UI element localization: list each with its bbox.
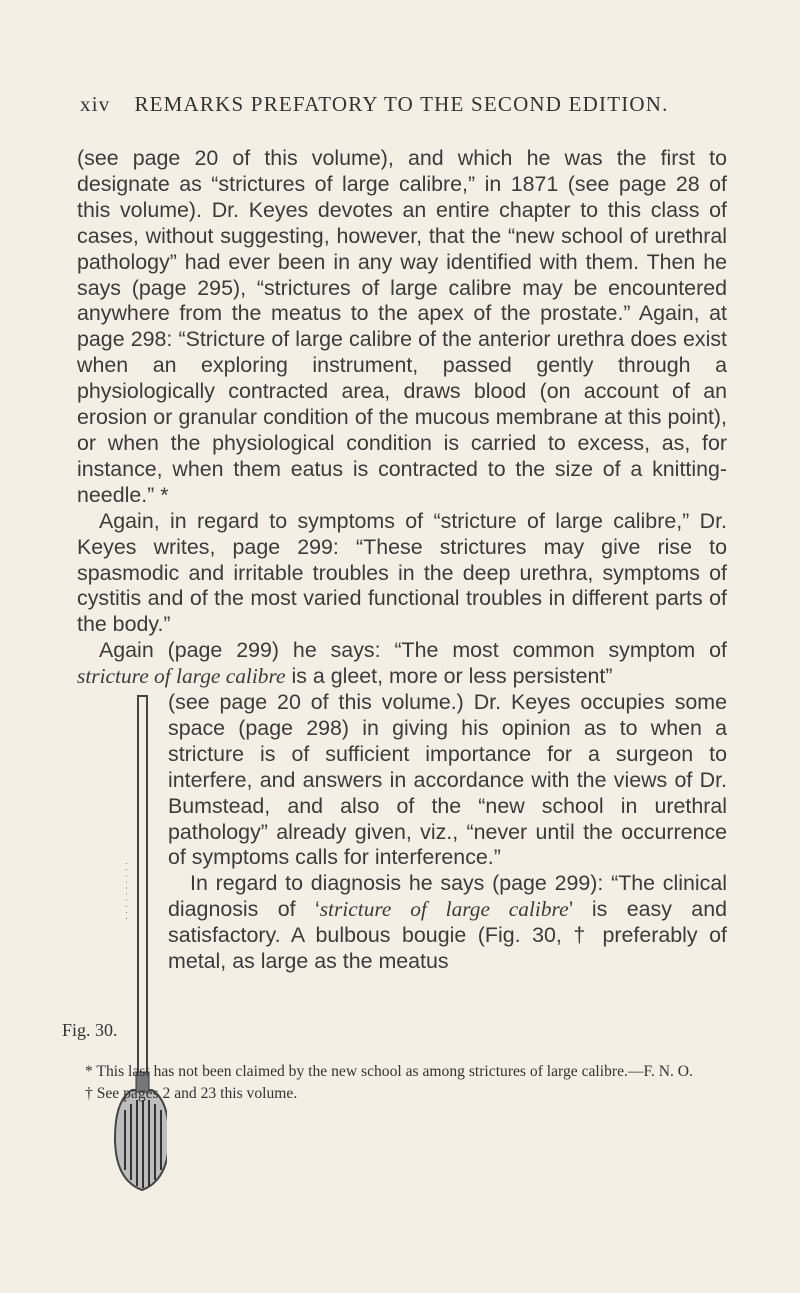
page-number: xiv — [80, 92, 111, 116]
paragraph-3-intro — [77, 638, 727, 690]
paragraph-2: Again, in regard to symptoms of “stricture of large calibre,” Dr. Keyes writes, page 299: “These strictures may give rise to spasmodic and irritable troubles in the deep urethra, symptoms of cystitis and of the most varied functional troubles in different parts of the body.” — [77, 508, 727, 637]
paragraph-3-text-b: is a gleet, more or less persistent” — [285, 664, 613, 689]
paragraph-3-continued: (see page 20 of this volume.) Dr. Keyes occupies some space (page 298) in giving his opinion as to when a stricture is of sufficient importance for a surgeon to interfere, and answers in accordance with the views of Dr. Bumstead, and also of the “new school in urethral pathology” already given, viz., “never until the occurrence of symptoms calls for interference.” — [168, 690, 727, 870]
footnotes — [77, 1061, 727, 1104]
running-header — [80, 92, 720, 117]
running-title: REMARKS PREFATORY TO THE SECOND EDITION. — [134, 92, 669, 116]
figure-caption: Fig. 30. — [62, 1020, 118, 1040]
paragraph-4-text-a: In regard to diagnosis he says (page 299): “The clinical diagnosis of ‘ — [168, 871, 727, 922]
body-text — [77, 146, 727, 975]
paragraph-1: (see page 20 of this volume), and which he was the first to designate as “strictures of large calibre,” in 1871 (see page 28 of this volume). Dr. Keyes devotes an entire chapter to this class of cases, without suggesting, however, that the “new school of urethral pathology” had ever been in any way identified with them. Then he says (page 295), “strictures of large calibre may be encountered anywhere from the meatus to the apex of the prostate.” Again, at page 298: “Stricture of large calibre of the anterior urethra does exist when an exploring instrument, passed gently through a physiologically contracted area, draws blood (on account of an erosion or granular condition of the mucous membrane at this point), or when the physiological condition is carried to excess, as, for instance, when them eatus is contracted to the size of a knitting-needle.” * — [77, 146, 727, 507]
paragraph-3-italic: stricture of large calibre — [77, 664, 286, 689]
paragraph-4 — [168, 871, 727, 975]
figure-wrap-block — [77, 690, 727, 975]
paragraph-3-text-a: Again (page 299) he says: “The most common symptom of — [99, 638, 727, 663]
footnote-2: † See pages 2 and 23 this volume. — [85, 1084, 298, 1102]
bougie-scale-label: · · · · · · · · · · — [121, 861, 131, 921]
bulbous-bougie-figure — [77, 690, 167, 1202]
paragraph-4-italic: stricture of large calibre — [319, 897, 569, 922]
footnote-1: * This last has not been claimed by the new school as among strictures of large calibre.—F. N. O. — [85, 1063, 693, 1080]
paragraph-4-text-b: ’ is easy and satisfactory. A bulbous bougie (Fig. 30, † preferably of metal, as large as the meatus — [168, 897, 727, 974]
